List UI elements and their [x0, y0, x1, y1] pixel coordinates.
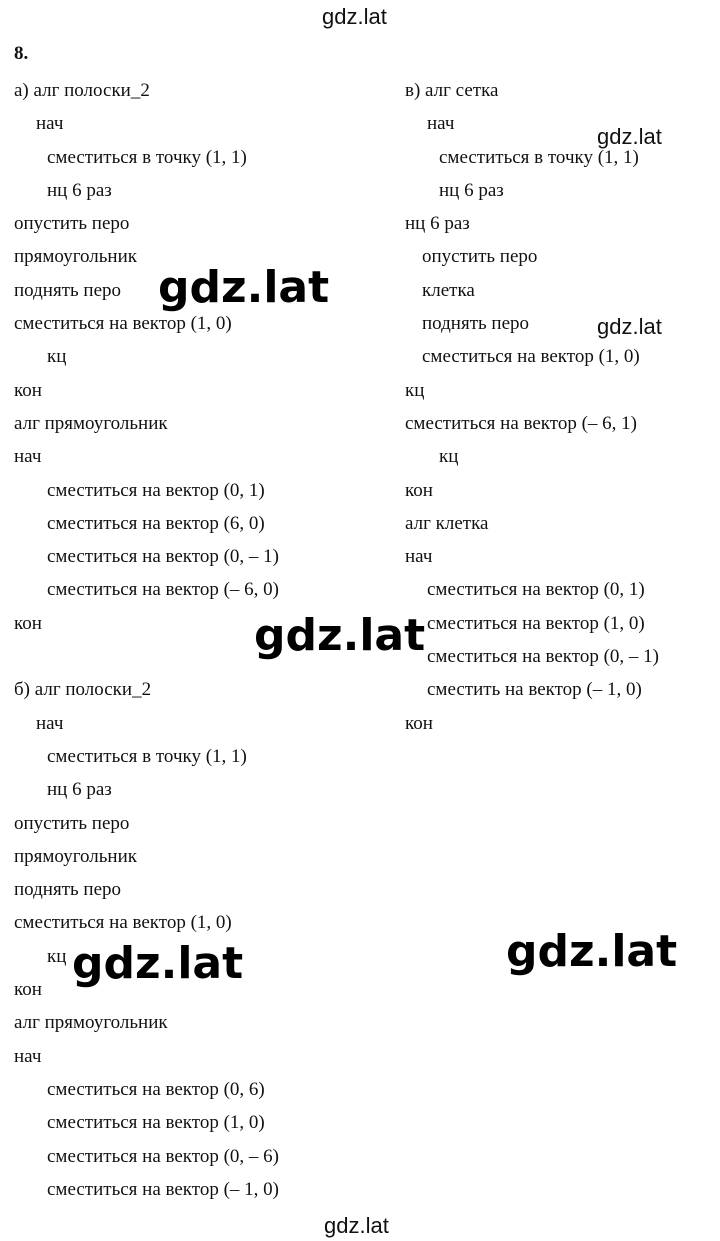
right-code-line: кц [405, 379, 425, 401]
right-code-line: нач [427, 113, 455, 135]
left-code-line: сместиться в точку (1, 1) [47, 745, 247, 767]
left-code-line: б) алг полоски_2 [14, 679, 152, 701]
left-code-line: нач [14, 446, 42, 468]
left-code-line: нач [14, 1045, 42, 1067]
right-code-line: кц [439, 446, 459, 468]
left-code-line: прямоугольник [14, 845, 137, 867]
left-code-line [14, 640, 279, 673]
right-column [405, 74, 659, 740]
left-code-line: сместиться на вектор (6, 0) [47, 512, 265, 534]
watermark-big-2: gdz.lat [254, 610, 426, 661]
left-code-line: а) алг полоски_2 [14, 80, 150, 101]
right-code-line: нач [405, 546, 433, 568]
left-code-line: сместиться на вектор (1, 0) [14, 912, 232, 934]
left-code-line: кц [47, 945, 67, 967]
watermark-big-3: gdz.lat [72, 938, 244, 989]
right-code-line: сместить на вектор (– 1, 0) [427, 679, 642, 701]
watermark-big-4: gdz.lat [506, 926, 678, 977]
left-code-line: прямоугольник [14, 246, 137, 268]
watermark-right-2: gdz.lat [597, 314, 662, 339]
watermark-right-1: gdz.lat [597, 124, 662, 149]
left-code-line: поднять перо [14, 279, 122, 301]
left-code-line: сместиться на вектор (0, – 1) [47, 546, 279, 568]
left-code-line: алг прямоугольник [14, 1012, 168, 1034]
watermark-big-1: gdz.lat [158, 262, 330, 313]
right-code-line: сместиться на вектор (– 6, 1) [405, 412, 637, 434]
right-code-line: алг клетка [405, 512, 489, 534]
left-code-line: поднять перо [14, 879, 122, 901]
left-code-line: сместиться на вектор (1, 0) [14, 313, 232, 335]
left-code-line: нач [36, 113, 64, 135]
left-column [14, 74, 279, 1206]
left-code-line: кон [14, 612, 42, 634]
right-code-line: опустить перо [422, 246, 538, 268]
right-code-line: нц 6 раз [439, 179, 504, 201]
left-code-line: нц 6 раз [47, 779, 112, 801]
right-code-line: кон [405, 712, 433, 734]
left-code-line: опустить перо [14, 812, 130, 834]
watermark-bottom: gdz.lat [324, 1213, 389, 1238]
right-code-line: в) алг сетка [405, 80, 499, 101]
left-code-line: нц 6 раз [47, 179, 112, 201]
left-code-line: сместиться на вектор (0, – 6) [47, 1145, 279, 1167]
watermark-top: gdz.lat [322, 4, 387, 29]
left-code-line: нач [36, 712, 64, 734]
right-code-line: нц 6 раз [405, 213, 470, 235]
left-code-line: сместиться на вектор (1, 0) [47, 1112, 265, 1134]
left-code-line: сместиться на вектор (– 6, 0) [47, 579, 279, 601]
right-code-line: кон [405, 479, 433, 501]
right-code-line: клетка [422, 279, 475, 301]
right-code-line: сместиться на вектор (1, 0) [422, 346, 640, 368]
left-code-line: сместиться в точку (1, 1) [47, 146, 247, 168]
left-code-line: сместиться на вектор (– 1, 0) [47, 1178, 279, 1200]
right-code-line: сместиться на вектор (0, 1) [427, 579, 645, 601]
right-code-line: сместиться в точку (1, 1) [439, 146, 639, 168]
left-code-line: сместиться на вектор (0, 1) [47, 479, 265, 501]
right-code-line: сместиться на вектор (0, – 1) [427, 646, 659, 668]
left-code-line: кон [14, 979, 42, 1001]
right-code-line: сместиться на вектор (1, 0) [427, 612, 645, 634]
left-code-line: кон [14, 379, 42, 401]
task-number: 8. [14, 43, 29, 64]
left-code-line: сместиться на вектор (0, 6) [47, 1078, 265, 1100]
left-code-line: кц [47, 346, 67, 368]
right-code-line: поднять перо [422, 313, 530, 335]
left-code-line: алг прямоугольник [14, 412, 168, 434]
left-code-line: опустить перо [14, 213, 130, 235]
